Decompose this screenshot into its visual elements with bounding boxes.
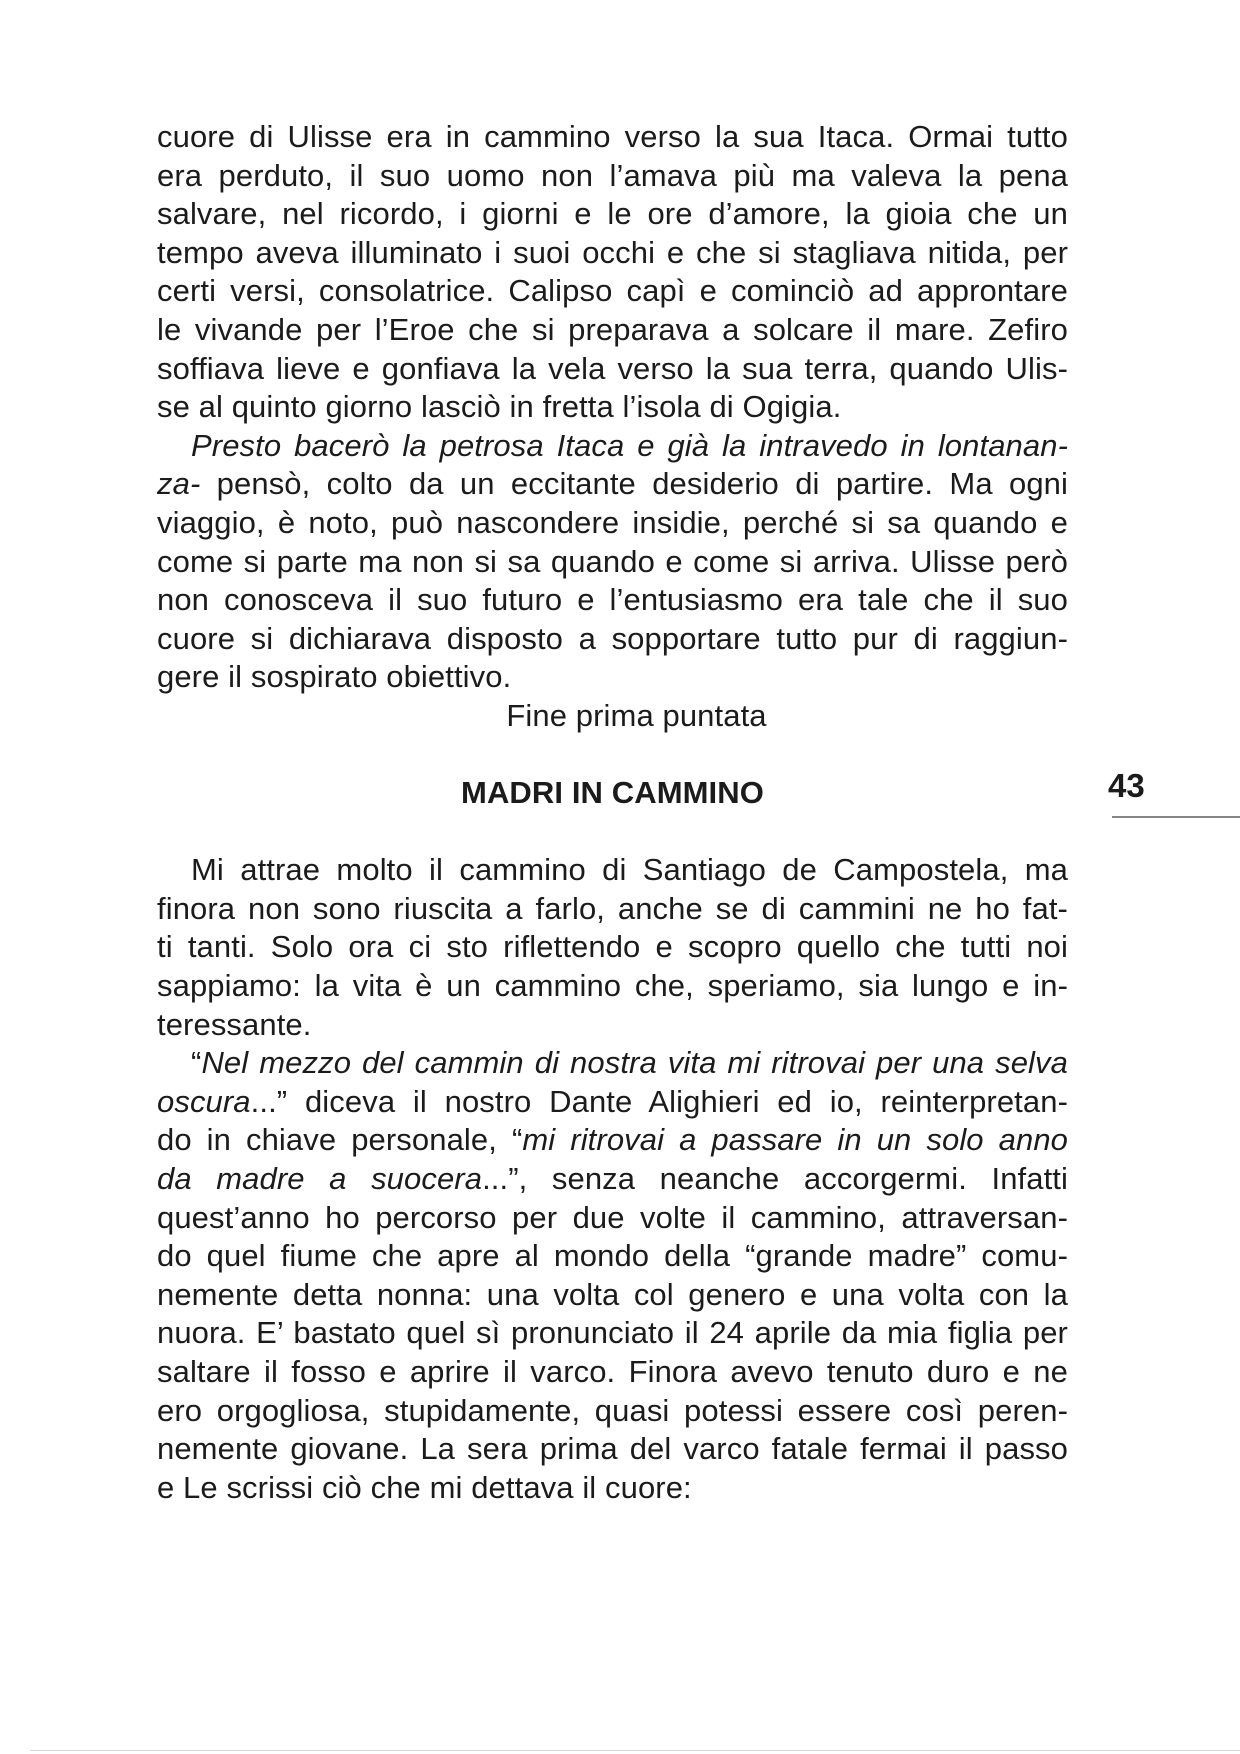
end-of-part-line	[157, 697, 1068, 736]
text-segment: finora non sono riuscita a farlo, anche se di cammini ne ho fat-	[157, 890, 1068, 926]
text-line	[157, 465, 1068, 504]
text-line	[157, 234, 1068, 273]
text-segment: ti tanti. Solo ora ci sto riflettendo e scopro quello che tutti noi	[157, 929, 1068, 965]
text-segment: salvare, nel ricordo, i giorni e le ore d’amore, la gioia che un	[157, 196, 1068, 232]
italic-text-segment: Nel mezzo del cammin di nostra vita mi ritrovai per una selva	[201, 1045, 1068, 1081]
text-segment: Mi attrae molto il cammino di Santiago de Campostela, ma	[191, 852, 1068, 888]
text-line	[157, 543, 1068, 582]
text-segment: quest’anno ho percorso per due volte il cammino, attraversan-	[157, 1199, 1068, 1235]
blank-line	[157, 813, 1068, 852]
text-line	[157, 272, 1068, 311]
text-line	[157, 581, 1068, 620]
italic-text-segment: Presto bacerò la petrosa Itaca e già la intravedo in lontanan-	[191, 427, 1068, 463]
italic-text-segment: mi ritrovai a passare in un solo anno	[522, 1122, 1068, 1158]
text-segment: do quel fiume che apre al mondo della “grande madre” comu-	[157, 1238, 1068, 1274]
text-line	[157, 195, 1068, 234]
text-segment: viaggio, è noto, può nascondere insidie, perché si sa quando e	[157, 504, 1068, 540]
text-segment: ...”, senza neanche accorgermi. Infatti	[482, 1161, 1068, 1197]
text-line	[157, 620, 1068, 659]
text-line	[157, 1121, 1068, 1160]
text-line	[157, 1083, 1068, 1122]
text-segment: saltare il fosso e aprire il varco. Finora avevo tenuto duro e ne	[157, 1354, 1068, 1389]
text-segment: se al quinto giorno lasciò in fretta l’isola di Ogigia.	[157, 389, 842, 425]
text-segment: nemente detta nonna: una volta col genero e una volta con la	[157, 1276, 1068, 1312]
text-line	[157, 157, 1068, 196]
text-line	[157, 1006, 1068, 1045]
text-line	[157, 388, 1068, 427]
text-line	[157, 504, 1068, 543]
text-line	[157, 851, 1068, 890]
text-line	[157, 1469, 1068, 1508]
italic-text-segment: za-	[157, 466, 201, 502]
text-segment: e Le scrissi ciò che mi dettava il cuore:	[157, 1469, 692, 1505]
page-number: 43	[1108, 767, 1145, 804]
text-line	[157, 1353, 1068, 1392]
text-segment: pensò, colto da un eccitante desiderio di partire. Ma ogni	[200, 466, 1068, 502]
text-segment: nemente giovane. La sera prima del varco fatale fermai il passo	[157, 1431, 1068, 1467]
text-line	[157, 928, 1068, 967]
text-line	[157, 350, 1068, 389]
page-bottom-divider	[30, 1750, 1240, 1751]
text-segment: tempo aveva illuminato i suoi occhi e che si stagliava nitida, per	[157, 234, 1068, 270]
text-segment: era perduto, il suo uomo non l’amava più ma valeva la pena	[157, 157, 1068, 193]
text-segment: “	[191, 1045, 202, 1081]
section-heading	[157, 774, 1068, 813]
text-segment: teressante.	[157, 1006, 312, 1042]
text-line	[157, 1430, 1068, 1469]
text-segment: do in chiave personale, “	[157, 1122, 523, 1158]
text-line	[157, 967, 1068, 1006]
text-segment: nuora. E’ bastato quel sì pronunciato il 24 aprile da mia figlia per	[157, 1315, 1068, 1351]
text-column	[157, 118, 1068, 1507]
text-segment: MADRI IN CAMMINO	[461, 775, 764, 811]
text-segment: certi versi, consolatrice. Calipso capì e cominciò ad approntare	[157, 273, 1068, 309]
text-line	[157, 311, 1068, 350]
text-line	[157, 658, 1068, 697]
text-line	[157, 1160, 1068, 1199]
text-line	[157, 1199, 1068, 1238]
text-segment: Fine prima puntata	[506, 697, 767, 733]
text-line	[157, 1237, 1068, 1276]
italic-text-segment: oscura	[157, 1083, 251, 1119]
text-segment: cuore si dichiarava disposto a sopportare tutto pur di raggiun-	[157, 620, 1068, 656]
text-line	[157, 1276, 1068, 1315]
text-segment: cuore di Ulisse era in cammino verso la sua Itaca. Ormai tutto	[157, 119, 1068, 154]
text-line	[157, 118, 1068, 157]
blank-line	[157, 736, 1068, 775]
text-segment: le vivande per l’Eroe che si preparava a solcare il mare. Zefiro	[157, 311, 1068, 347]
text-segment: come si parte ma non si sa quando e come si arriva. Ulisse però	[157, 543, 1068, 579]
text-segment: ...” diceva il nostro Dante Alighieri ed io, reinterpretan-	[250, 1083, 1068, 1119]
text-segment: sappiamo: la vita è un cammino che, speriamo, sia lungo e in-	[157, 968, 1068, 1004]
text-segment: ero orgogliosa, stupidamente, quasi potessi essere così peren-	[157, 1392, 1068, 1428]
italic-text-segment: da madre a suocera	[157, 1161, 483, 1197]
text-line	[157, 1044, 1068, 1083]
text-segment: non conosceva il suo futuro e l’entusiasmo era tale che il suo	[157, 582, 1068, 618]
text-line	[157, 1314, 1068, 1353]
text-line	[157, 890, 1068, 929]
page-number-rule	[1112, 816, 1240, 818]
text-segment: soffiava lieve e gonfiava la vela verso la sua terra, quando Ulis-	[157, 350, 1068, 386]
text-line	[157, 427, 1068, 466]
text-segment: gere il sospirato obiettivo.	[157, 659, 512, 695]
text-line	[157, 1392, 1068, 1431]
